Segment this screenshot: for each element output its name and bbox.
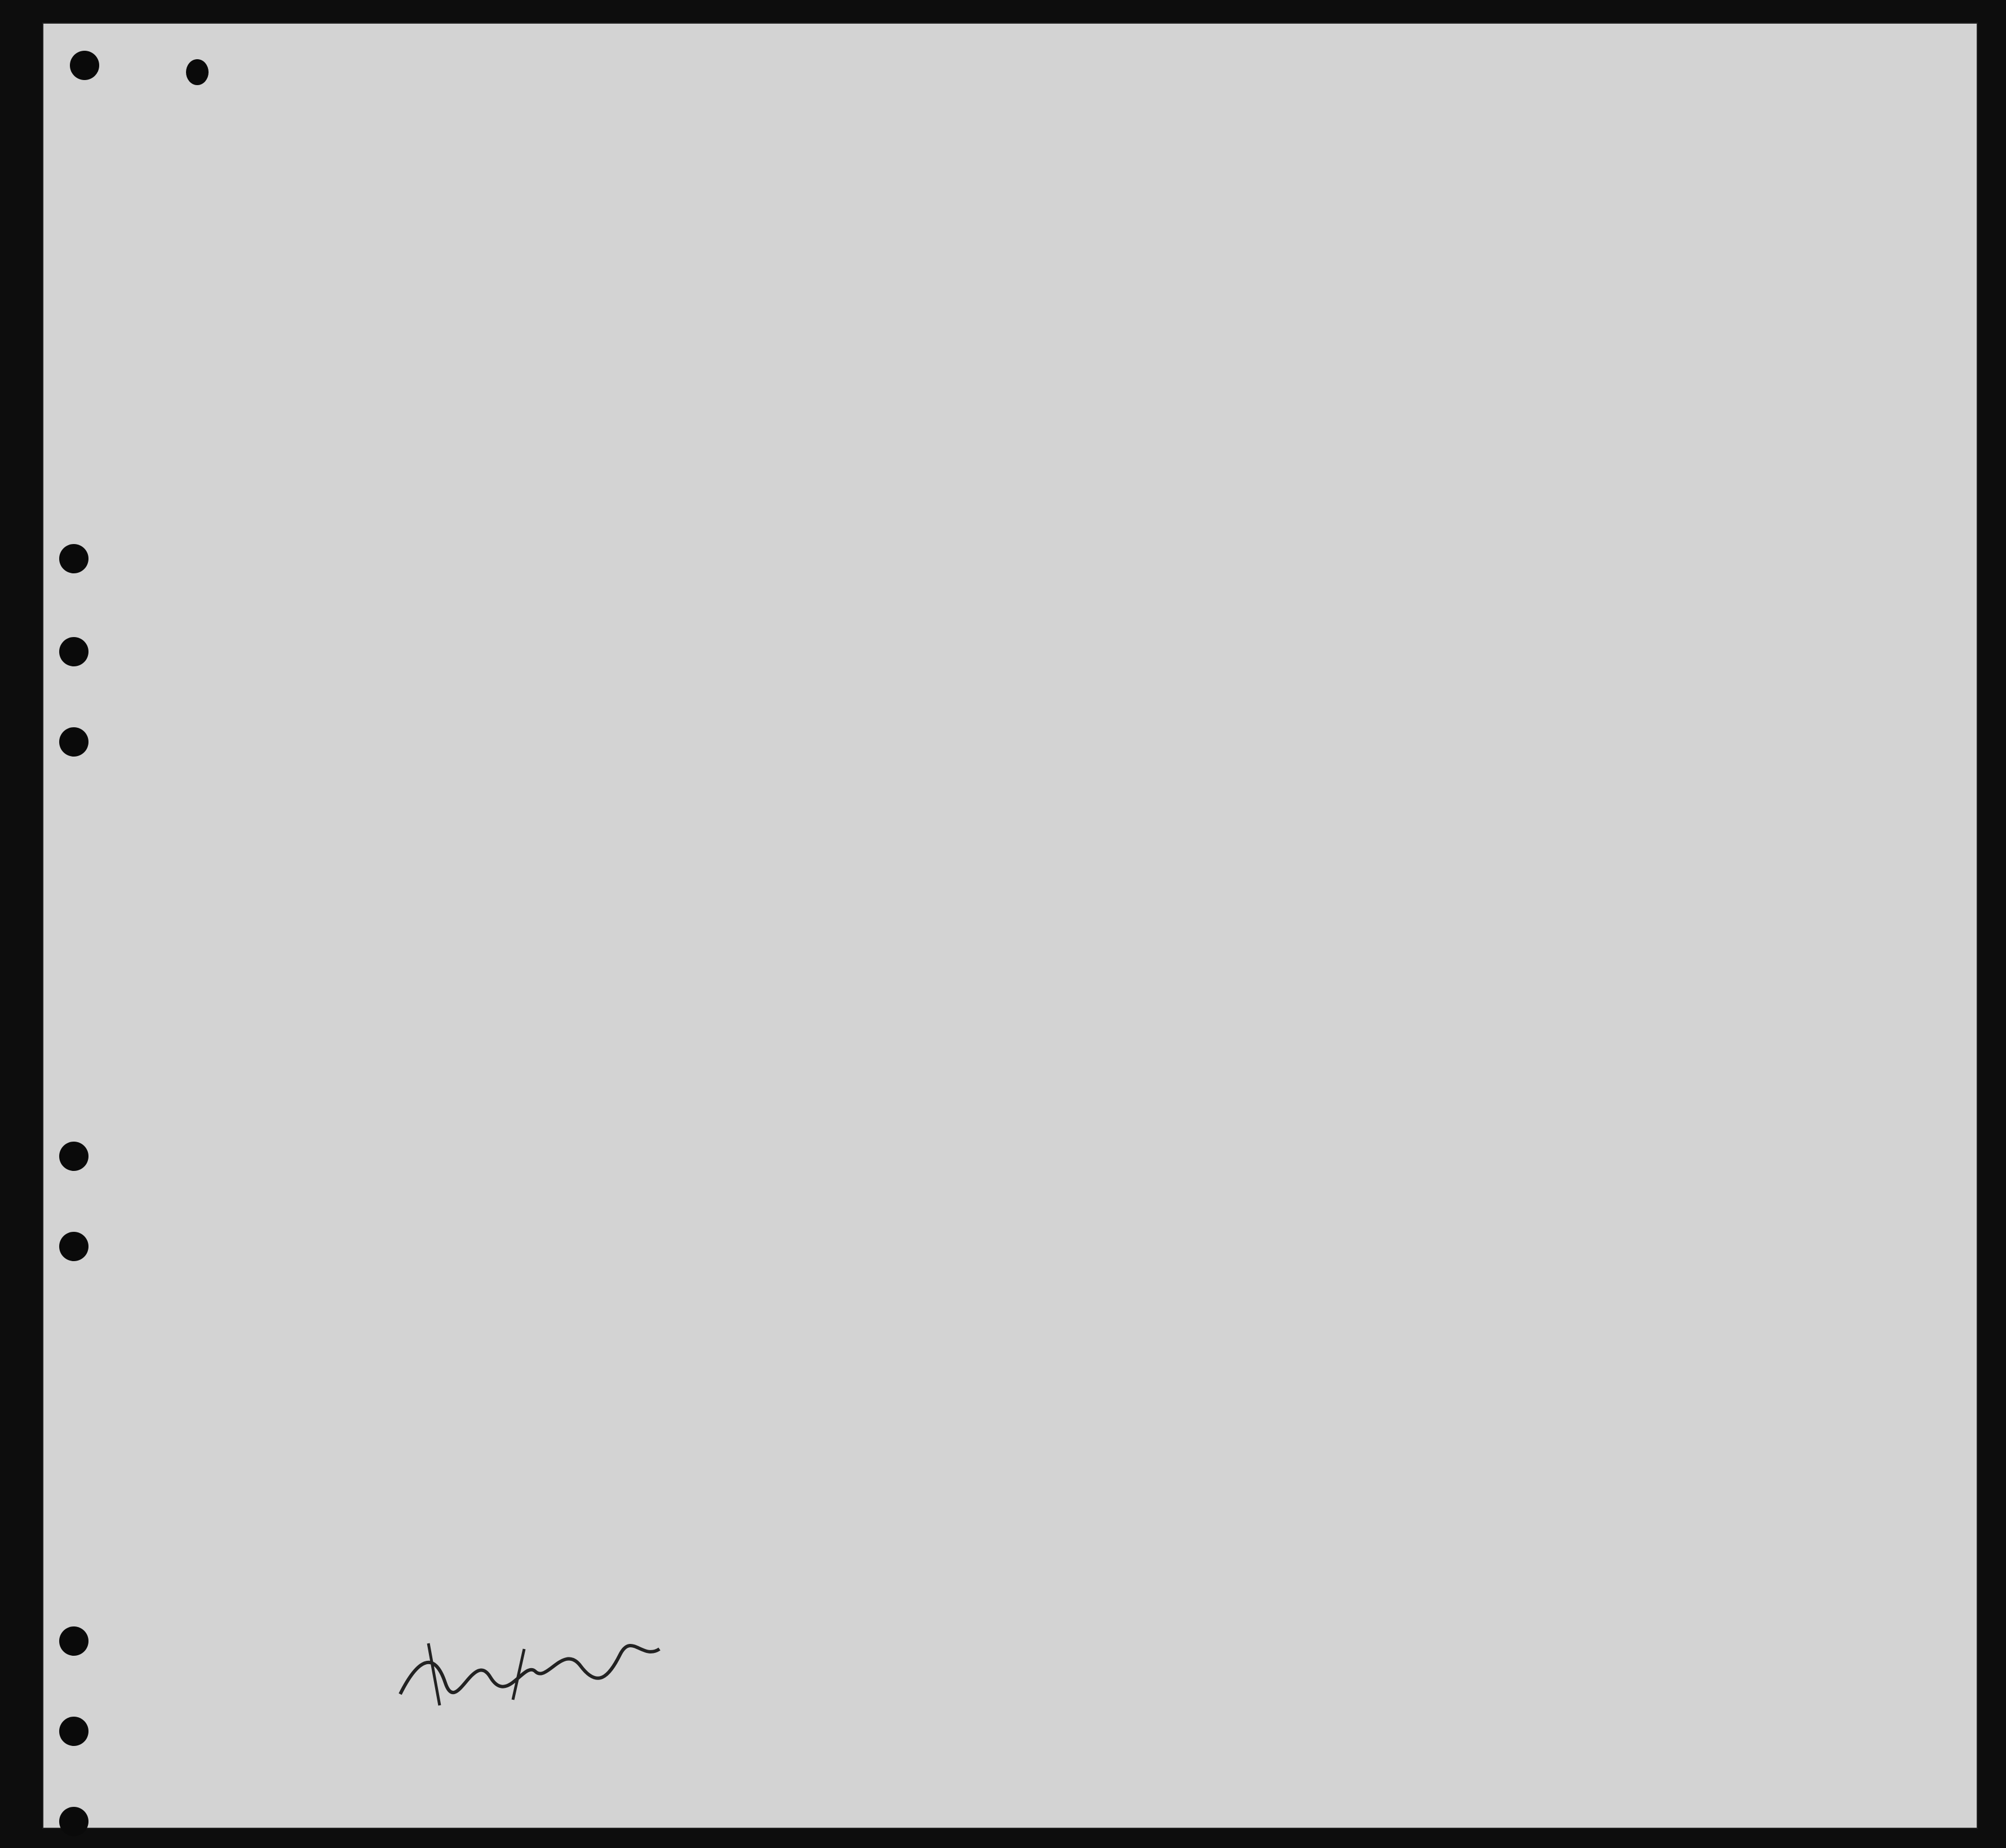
signature (395, 1626, 676, 1717)
